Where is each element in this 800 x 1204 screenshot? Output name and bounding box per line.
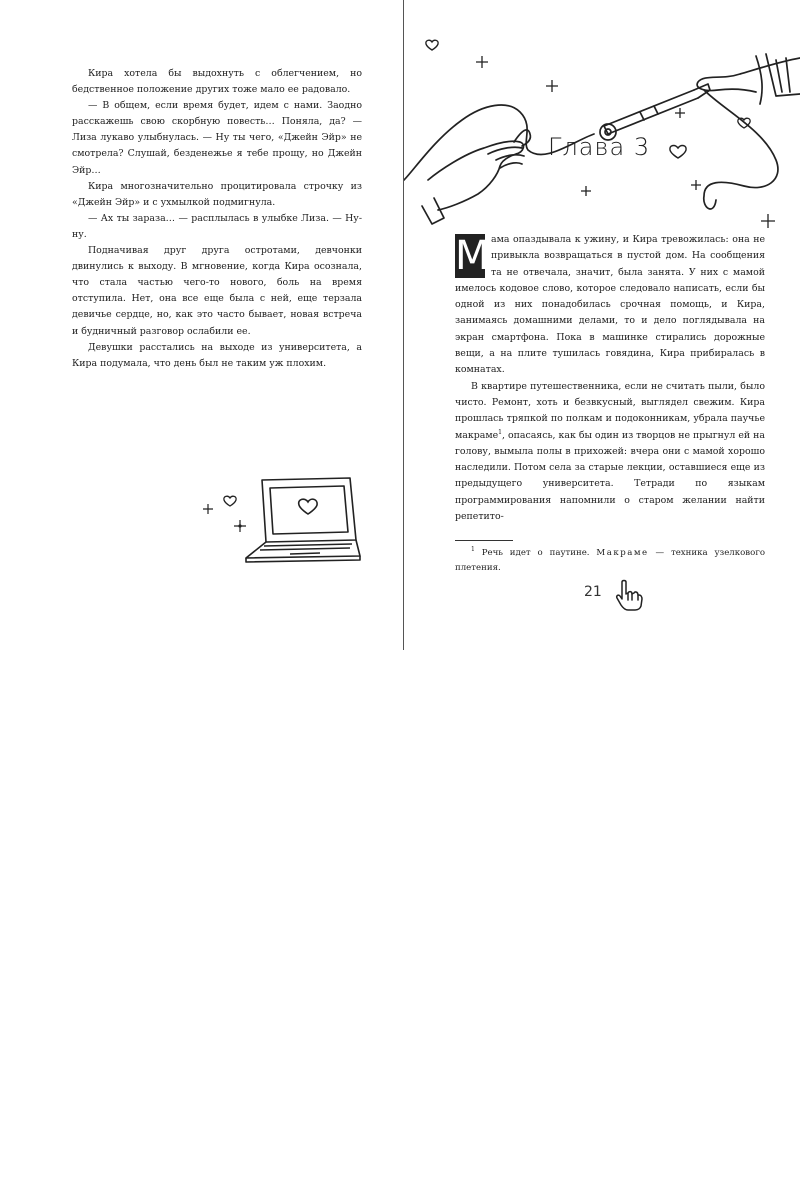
footnote-ref: 1 xyxy=(498,428,502,436)
paragraph: Подначивая друг друга остротами, девчонки двинулись к выходу. В мгновение, когда Кира осознала, что стала частью чего-то нового, боль на время отступила. Нет, она все еще была с ней, еще терзала девичье сердце, но, как это часто бывает, новая встреча и будничный разговор ослабили ее. xyxy=(72,245,362,337)
drop-cap: М xyxy=(455,233,490,279)
footnote-text: — техника узелкового плетения. xyxy=(455,548,765,573)
paragraph: Девушки расстались на выходе из университета, а Кира подумала, что день был не таким уж плохим. xyxy=(72,341,362,369)
paragraph xyxy=(455,379,765,526)
footnote-text: Речь идет о паутине. xyxy=(474,548,597,558)
pointing-hand-icon xyxy=(614,578,644,612)
paragraph-text: , опасаясь, как бы один из творцов не прыгнул ей на голову, вымыла полы в прихожей: вчера они с мамой хорошо наследили. Потом села за старые лекции, оставшиеся еще из предыдущего университета. Тетради по языкам программирования напомнили о старом желании найти репетито- xyxy=(455,429,765,523)
chapter-title: Глава 3 xyxy=(548,133,651,161)
footnote-rule xyxy=(455,540,513,541)
paragraph: Кира хотела бы выдохнуть с облегчением, но бедственное положение других тоже мало ее радовало. xyxy=(72,68,362,96)
right-page-text xyxy=(455,232,765,525)
paragraph-text: В квартире путешественника, если не считать пыли, было чисто. Ремонт, хоть и безвкусный, выглядел свежим. Кира прошлась тряпкой по полкам и подоконникам, убрала паучье макраме xyxy=(455,380,765,441)
left-page-text xyxy=(72,66,362,372)
hands-phone-illustration xyxy=(404,30,800,230)
footnote-term: Макраме xyxy=(596,548,649,558)
footnote-marker: 1 xyxy=(471,546,475,554)
paragraph-text: ама опаздывала к ужину, и Кира тревожилась: она не привыкла возвращаться в пустой дом. На сообщения та не отвечала, значит, была занята. У них с мамой имелось кодовое слово, которое следовало написать, если бы одной из них понадобилась срочная помощь, и Кира, занимаясь домашними делами, то и дело поглядывала на экран смартфона. Пока в машинке стирались дорожные вещи, а на плите тушилась говядина, Кира прибиралась в комнатах. xyxy=(455,234,765,376)
paragraph: Кира многозначительно процитировала строчку из «Джейн Эйр» и с ухмылкой подмигнула. xyxy=(72,180,362,208)
laptop-heart-icon xyxy=(200,470,370,570)
footnote xyxy=(455,546,765,576)
page-number: 21 xyxy=(584,584,602,600)
paragraph: — Ах ты зараза… — расплылась в улыбке Лиза. — Ну-ну. xyxy=(72,212,362,240)
paragraph: — В общем, если время будет, идем с нами. Заодно расскажешь свою скорбную повесть… Поняла, да? — Лиза лукаво улыбнулась. — Ну ты чего, «Джейн Эйр» не смотрела? Слушай, безденежье я тебе прощу, но Джейн Эйр… xyxy=(72,100,362,176)
paragraph xyxy=(455,232,765,379)
